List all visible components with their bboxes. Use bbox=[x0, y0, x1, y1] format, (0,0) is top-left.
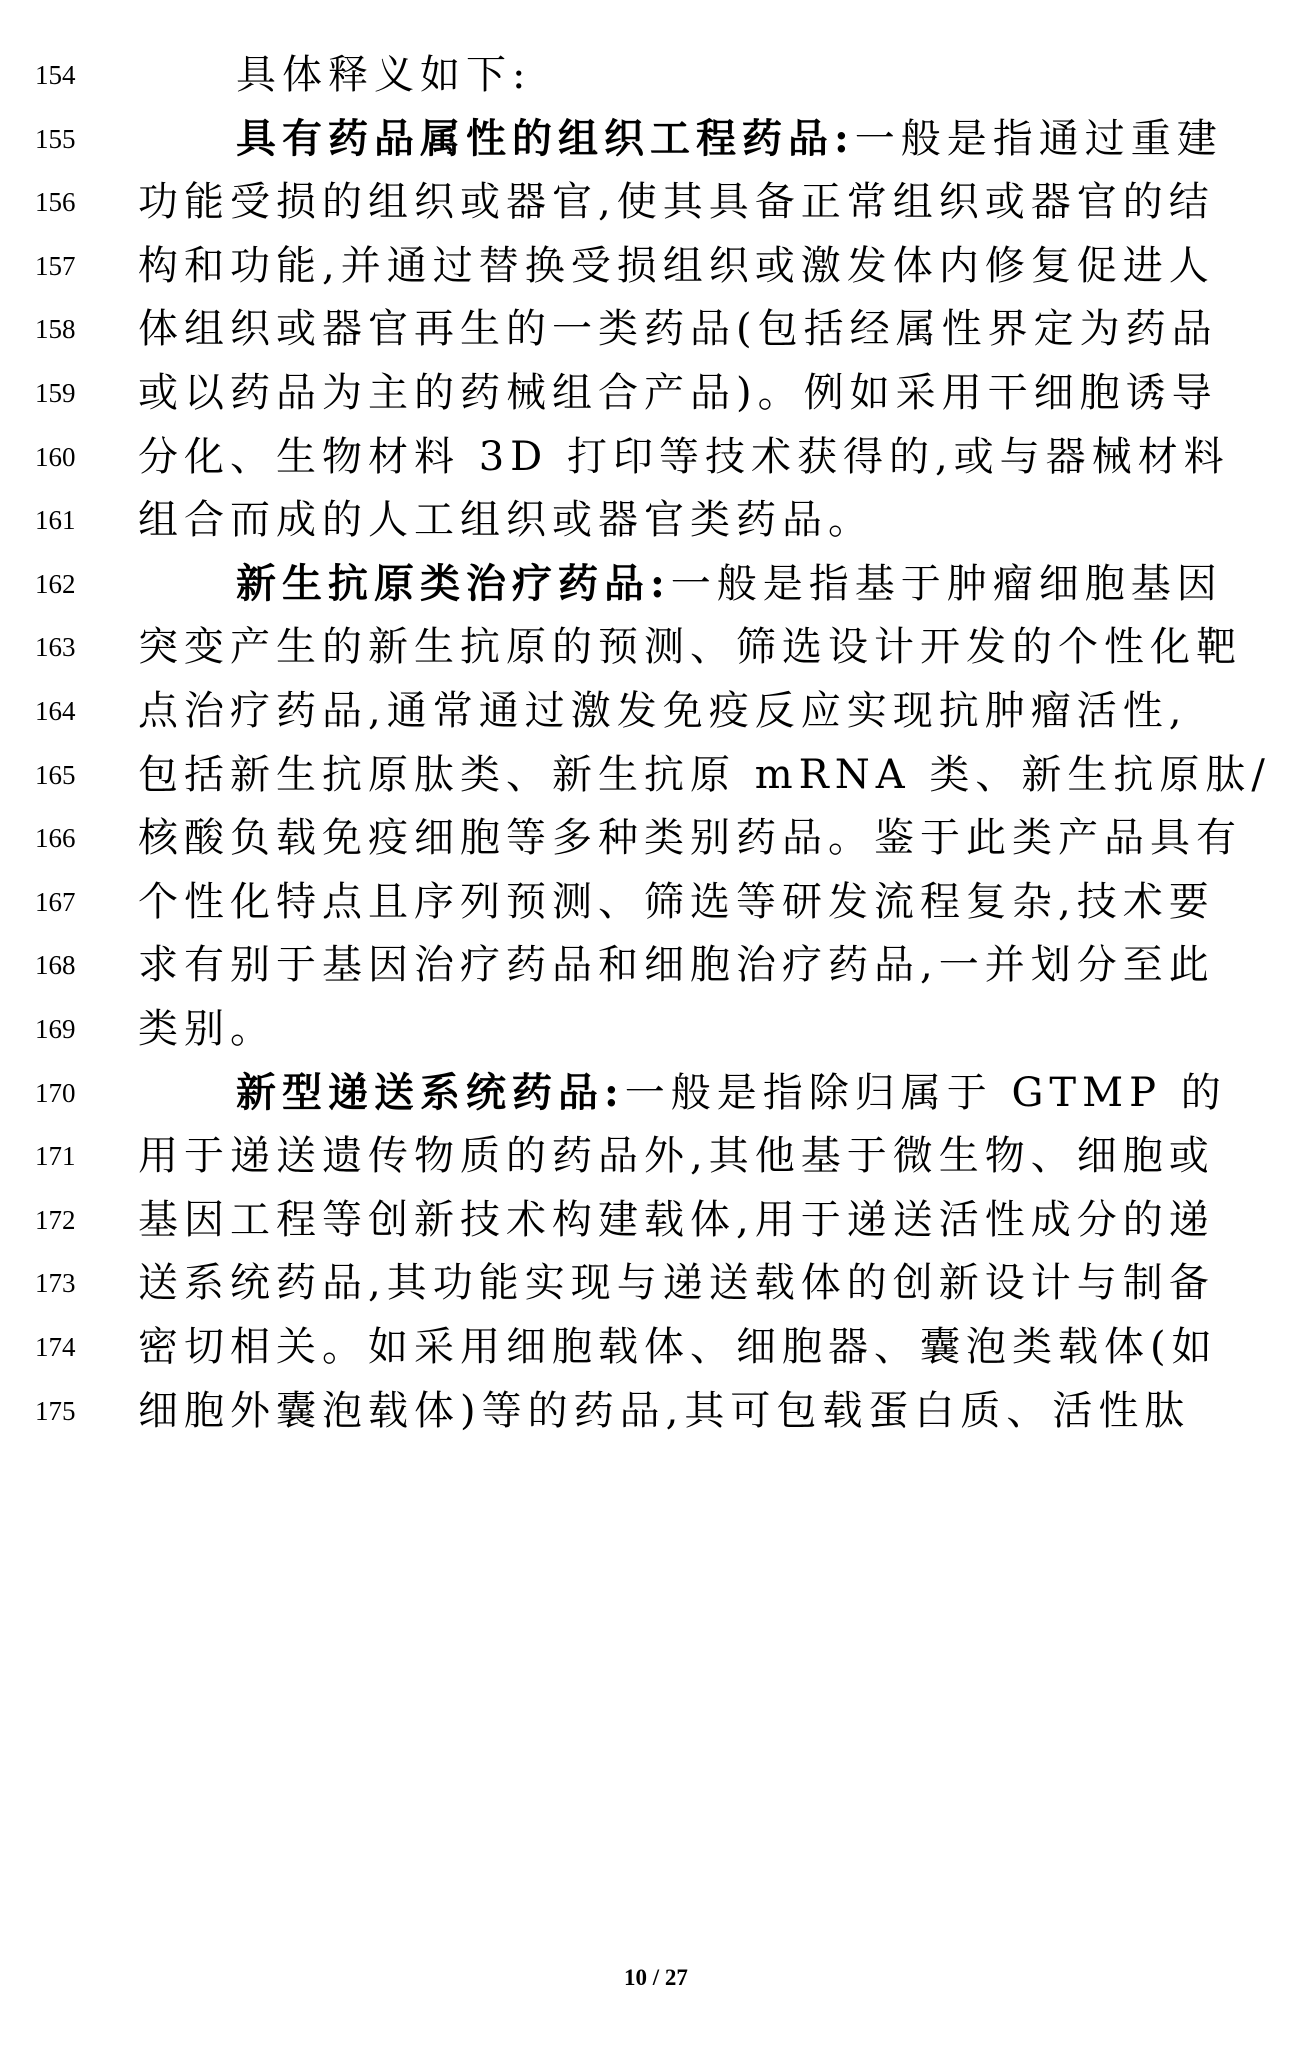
line-number: 164 bbox=[35, 696, 76, 726]
line-number: 166 bbox=[35, 823, 76, 854]
line-content: 体组织或器官再生的一类药品(包括经属性界定为药品 bbox=[138, 306, 1218, 353]
line-number: 160 bbox=[35, 441, 76, 472]
line-number: 155 bbox=[35, 123, 76, 154]
line-number: 163 bbox=[35, 632, 76, 663]
line-content: 突变产生的新生抗原的预测、筛选设计开发的个性化靶 bbox=[138, 624, 1242, 671]
line-content: 一般是指通过重建 bbox=[854, 115, 1223, 162]
line-text bbox=[138, 1369, 1248, 1453]
line-content: 求有别于基因治疗药品和细胞治疗药品,一并划分至此 bbox=[138, 942, 1215, 989]
text-line bbox=[0, 1369, 1312, 1453]
line-number: 169 bbox=[35, 1014, 76, 1044]
line-number: 168 bbox=[35, 950, 76, 981]
line-content: 或以药品为主的药械组合产品)。例如采用干细胞诱导 bbox=[138, 370, 1218, 416]
line-number: 159 bbox=[35, 378, 76, 408]
line-content: 送系统药品,其功能实现与递送载体的创新设计与制备 bbox=[138, 1260, 1215, 1307]
line-content: 包括新生抗原肽类、新生抗原 mRNA 类、新生抗原肽/ bbox=[138, 751, 1271, 798]
line-content: 一般是指基于肿瘤细胞基因 bbox=[670, 560, 1223, 607]
line-number: 157 bbox=[35, 250, 76, 281]
line-number: 171 bbox=[35, 1141, 76, 1172]
line-content: 类别。 bbox=[138, 1006, 276, 1052]
line-number: 162 bbox=[35, 568, 76, 599]
line-content: 基因工程等创新技术构建载体,用于递送活性成分的递 bbox=[138, 1196, 1215, 1243]
line-content: 构和功能,并通过替换受损组织或激发体内修复促进人 bbox=[138, 242, 1215, 289]
line-content: 具体释义如下: bbox=[236, 52, 532, 98]
line-content: 密切相关。如采用细胞载体、细胞器、囊泡类载体(如 bbox=[138, 1324, 1218, 1370]
line-content: 核酸负载免疫细胞等多种类别药品。鉴于此类产品具有 bbox=[138, 815, 1242, 862]
line-number: 170 bbox=[35, 1077, 76, 1108]
line-number: 173 bbox=[35, 1268, 76, 1299]
line-number: 158 bbox=[35, 314, 76, 345]
page-number: 10 / 27 bbox=[624, 1965, 688, 1990]
line-content: 分化、生物材料 3D 打印等技术获得的,或与器械材料 bbox=[138, 433, 1230, 480]
term-heading: 具有药品属性的组织工程药品: bbox=[236, 114, 855, 162]
line-number: 172 bbox=[35, 1204, 76, 1235]
term-heading: 新生抗原类治疗药品: bbox=[236, 559, 671, 607]
line-number: 156 bbox=[35, 187, 76, 218]
line-content: 细胞外囊泡载体)等的药品,其可包载蛋白质、活性肽 bbox=[138, 1387, 1191, 1434]
line-number: 167 bbox=[35, 886, 76, 917]
line-content: 个性化特点且序列预测、筛选等研发流程复杂,技术要 bbox=[138, 878, 1215, 925]
line-number: 161 bbox=[35, 505, 76, 536]
line-content: 用于递送遗传物质的药品外,其他基于微生物、细胞或 bbox=[138, 1133, 1215, 1180]
line-content: 功能受损的组织或器官,使其具备正常组织或器官的结 bbox=[138, 179, 1215, 226]
line-content: 点治疗药品,通常通过激发免疫反应实现抗肿瘤活性, bbox=[138, 688, 1188, 734]
line-number: 165 bbox=[35, 759, 76, 790]
line-content: 一般是指除归属于 GTMP 的 bbox=[624, 1069, 1227, 1116]
term-heading: 新型递送系统药品: bbox=[236, 1068, 625, 1116]
line-number: 175 bbox=[35, 1395, 76, 1426]
line-content: 组合而成的人工组织或器官类药品。 bbox=[138, 497, 874, 544]
line-number: 174 bbox=[35, 1332, 76, 1362]
line-number: 154 bbox=[35, 60, 76, 90]
